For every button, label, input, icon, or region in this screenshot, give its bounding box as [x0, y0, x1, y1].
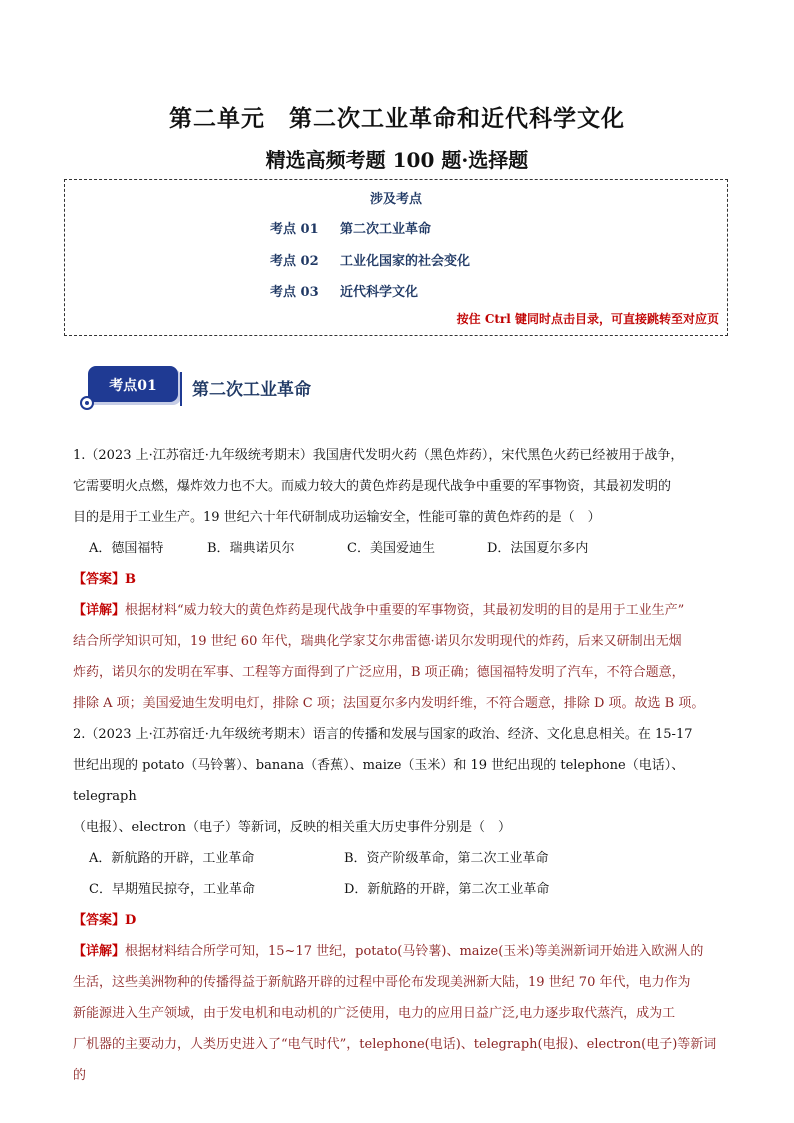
section-bullet-icon: [80, 396, 94, 410]
option-a: A．新航路的开辟，工业革命: [89, 851, 255, 866]
kaodian-box-title: 涉及考点: [369, 192, 422, 207]
section-tab: [88, 366, 178, 402]
kaodian-link-03[interactable]: [270, 281, 418, 300]
option-c: C．美国爱迪生: [347, 541, 435, 556]
ctrl-click-note: 按住 Ctrl 键同时点击目录，可直接跳转至对应页: [456, 312, 719, 326]
answer-label: 【答案】: [73, 913, 126, 928]
question-stem-line: 2.（2023 上·江苏宿迁·九年级统考期末）语言的传播和发展与国家的政治、经济、文化息息相关。在 15-17: [73, 727, 693, 742]
kaodian-name: 近代科学文化: [340, 285, 419, 300]
answer-line: [73, 564, 723, 595]
option-b: B．瑞典诺贝尔: [207, 541, 295, 556]
answer-label: 【答案】: [73, 572, 126, 587]
section-header: [80, 366, 400, 410]
detail-text: 根据材料结合所学可知，15~17 世纪，potato(马铃薯)、maize(玉米)等美洲新词开始进入欧洲人的: [125, 944, 704, 959]
detail-line: [73, 595, 723, 626]
detail-label: 【详解】: [73, 944, 126, 959]
options-row: [73, 533, 723, 564]
kaodian-link-02[interactable]: [270, 250, 470, 269]
section-tab-label: 考点01: [109, 378, 157, 394]
detail-line: 炸药，诺贝尔的发明在军事、工程等方面得到了广泛应用，B 项正确；德国福特发明了汽车，不符合题意，: [73, 665, 685, 680]
question-stem-line: 目的是用于工业生产。19 世纪六十年代研制成功运输安全，性能可靠的黄色炸药的是（ ）: [73, 510, 601, 525]
option-b: B．资产阶级革命，第二次工业革命: [344, 851, 549, 866]
kaodian-number: 考点 03: [270, 285, 319, 300]
question-item: [73, 719, 723, 1091]
option-c: C．早期殖民掠夺，工业革命: [89, 882, 255, 897]
answer-line: [73, 905, 723, 936]
detail-text: 根据材料“威力较大的黄色炸药是现代战争中重要的军事物资，其最初发明的目的是用于工业生产”: [125, 603, 685, 618]
question-stem-line: 它需要明火点燃，爆炸效力也不大。而威力较大的黄色炸药是现代战争中重要的军事物资，其最初发明的: [73, 479, 672, 494]
question-stem-line: 世纪出现的 potato（马铃薯）、banana（香蕉）、maize（玉米）和 19 世纪出现的 telephone（电话）、telegraph: [73, 758, 685, 804]
kaodian-link-01[interactable]: [270, 218, 431, 237]
detail-label: 【详解】: [73, 603, 126, 618]
option-d: D．新航路的开辟，第二次工业革命: [344, 882, 550, 897]
kaodian-box: [64, 179, 728, 336]
section-divider: [180, 372, 182, 406]
section-title: 第二次工业革命: [192, 380, 311, 400]
question-stem-line: （电报）、electron（电子）等新词，反映的相关重大历史事件分别是（ ）: [73, 820, 511, 835]
answer-value: B: [125, 572, 137, 587]
kaodian-name: 第二次工业革命: [340, 222, 432, 237]
kaodian-name: 工业化国家的社会变化: [340, 254, 471, 269]
answer-value: D: [125, 913, 137, 928]
detail-line: 结合所学知识可知，19 世纪 60 年代，瑞典化学家艾尔弗雷德·诺贝尔发明现代的炸药，后来又研制出无烟: [73, 634, 682, 649]
options-row: [73, 874, 723, 905]
detail-line: 排除 A 项；美国爱迪生发明电灯，排除 C 项；法国夏尔多内发明纤维，不符合题意，排除 D 项。故选 B 项。: [73, 696, 705, 711]
document-title: 第二单元 第二次工业革命和近代科学文化: [169, 105, 625, 132]
document-subtitle: 精选高频考题 100 题·选择题: [265, 148, 529, 172]
detail-line: 生活，这些美洲物种的传播得益于新航路开辟的过程中哥伦布发现美洲新大陆，19 世纪 70 年代，电力作为: [73, 975, 691, 990]
kaodian-number: 考点 02: [270, 254, 319, 269]
question-item: [73, 440, 723, 719]
question-list: [73, 440, 723, 1091]
options-row: [73, 843, 723, 874]
option-d: D．法国夏尔多内: [487, 541, 589, 556]
option-a: A．德国福特: [89, 541, 164, 556]
detail-line: [73, 936, 723, 967]
detail-line: 新能源进入生产领域，由于发电机和电动机的广泛使用，电力的应用日益广泛,电力逐步取代蒸汽，成为工: [73, 1006, 676, 1021]
question-stem-line: 1.（2023 上·江苏宿迁·九年级统考期末）我国唐代发明火药（黑色炸药），宋代黑色火药已经被用于战争，: [73, 448, 684, 463]
kaodian-number: 考点 01: [270, 222, 319, 237]
detail-line: 厂机器的主要动力，人类历史进入了“电气时代”，telephone(电话)、telegraph(电报)、electron(电子)等新词的: [73, 1037, 717, 1083]
